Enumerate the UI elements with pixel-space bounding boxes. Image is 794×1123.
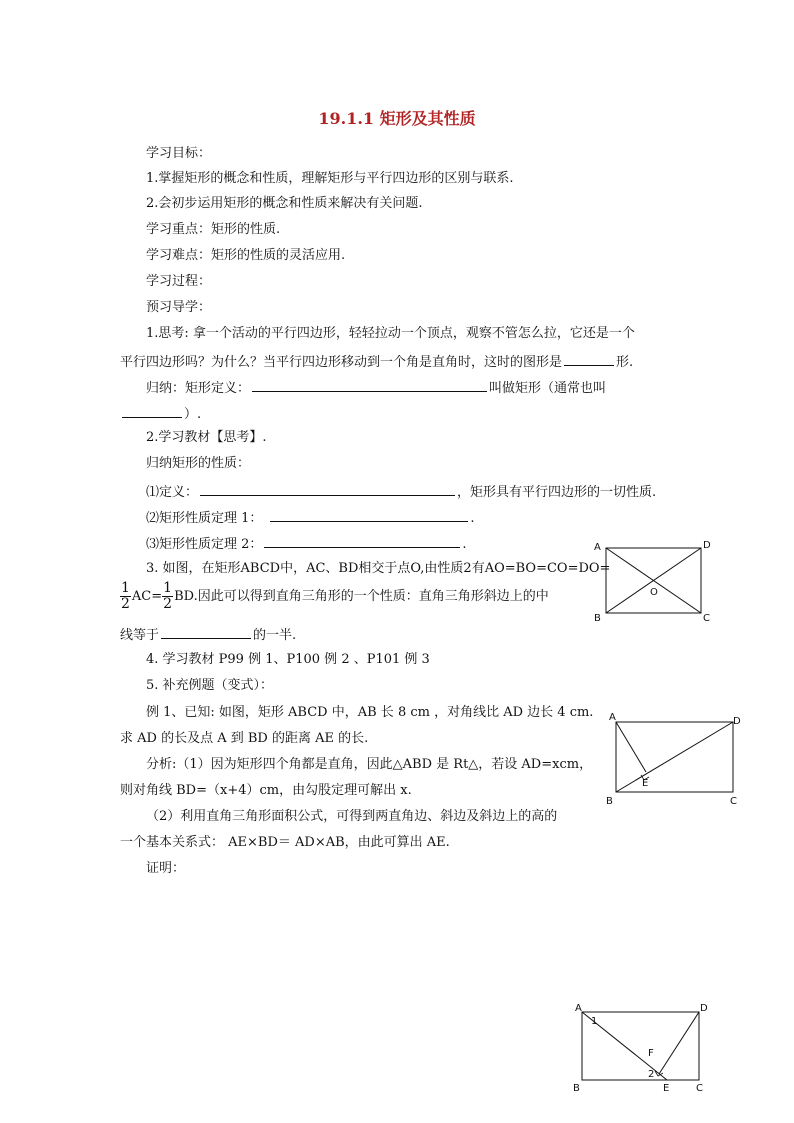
question-1b-suffix: 形.	[616, 355, 634, 370]
property-2-suffix: .	[470, 511, 475, 526]
angle-1-label: 1	[591, 1016, 598, 1027]
label-c-2: C	[730, 796, 737, 807]
fraction-half	[120, 581, 131, 612]
goal-2: 2.会初步运用矩形的概念和性质来解决有关问题.	[146, 196, 423, 211]
property-1-label: ⑴定义：	[146, 485, 199, 500]
page-title: 19.1.1 矩形及其性质	[318, 109, 476, 128]
question-1b	[120, 351, 633, 372]
analysis-3: （2）利用直角三角形面积公式，可得到两直角边、斜边及斜边上的高的	[146, 809, 558, 824]
question-1a: 1.思考: 拿一个活动的平行四边形，轻轻拉动一个顶点，观察不管怎么拉，它还是一个	[146, 326, 635, 341]
label-f-3: F	[648, 1048, 654, 1059]
question-3a: 3. 如图，在矩形ABCD中，AC、BD相交于点O,由性质2有AO=BO=CO=DO=	[146, 561, 611, 576]
summary-suffix: 叫做矩形（通常也叫	[489, 381, 607, 396]
question-2: 2.学习教材【思考】.	[146, 430, 267, 445]
proof-heading: 证明：	[146, 861, 186, 876]
analysis-4: 一个基本关系式： AE×BD＝ AD×AB，由此可算出 AE.	[120, 835, 450, 850]
label-d: D	[703, 540, 711, 551]
diagonal-bd-2	[616, 722, 733, 792]
rect-abcd-3	[582, 1012, 699, 1080]
analysis-2: 则对角线 BD=（x+4）cm，由勾股定理可解出 x.	[120, 783, 412, 798]
angle-2-label: 2	[648, 1069, 655, 1080]
figure-rectangle-diagonals	[590, 536, 720, 628]
label-d-2: D	[733, 716, 741, 727]
property-3-suffix: .	[462, 537, 467, 552]
property-2-label: ⑵矩形性质定理 1：	[146, 511, 263, 526]
blank-median	[161, 624, 251, 639]
blank-definition	[252, 377, 487, 392]
blank-property-3	[264, 533, 460, 548]
segment-df	[659, 1012, 699, 1074]
property-1	[146, 481, 656, 502]
question-5: 5. 补充例题（变式）：	[146, 678, 274, 693]
blank-property-2	[270, 507, 468, 522]
label-e-3: E	[663, 1083, 670, 1094]
process-heading: 学习过程：	[146, 274, 212, 289]
blank-property-1	[200, 481, 455, 496]
segment-ae	[616, 722, 646, 772]
question-3c-label: 线等于	[120, 628, 160, 643]
label-a-3: A	[575, 1003, 582, 1014]
figure-rectangle-altitude	[600, 708, 750, 808]
blank-alias	[122, 403, 182, 418]
question-3b-text: BD.因此可以得到直角三角形的一个性质：直角三角形斜边上的中	[174, 589, 549, 604]
figure-rectangle-segments	[570, 1000, 710, 1098]
fraction-den-2: 2	[163, 596, 173, 612]
label-b-2: B	[606, 796, 613, 807]
fraction-half-2	[162, 581, 173, 612]
property-2	[146, 507, 475, 528]
properties-heading: 归纳矩形的性质：	[146, 456, 251, 471]
label-c: C	[703, 613, 710, 624]
example-1b: 求 AD 的长及点 A 到 BD 的距离 AE 的长.	[120, 731, 369, 746]
summary-alias	[120, 403, 201, 424]
difficulty: 学习难点：矩形的性质的灵活应用.	[146, 248, 346, 263]
label-b-3: B	[573, 1083, 580, 1094]
label-c-3: C	[696, 1083, 703, 1094]
fraction-den: 2	[121, 596, 130, 612]
property-1-suffix: ，矩形具有平行四边形的一切性质.	[457, 485, 657, 500]
key-point: 学习重点：矩形的性质.	[146, 222, 281, 237]
goal-1: 1.掌握矩形的概念和性质，理解矩形与平行四边形的区别与联系.	[146, 171, 514, 186]
summary-alias-suffix: ）.	[184, 407, 202, 422]
question-3c	[120, 624, 296, 645]
fraction-num-2: 1	[163, 580, 173, 596]
label-d-3: D	[700, 1003, 708, 1014]
preview-heading: 预习导学：	[146, 300, 212, 315]
property-3-label: ⑶矩形性质定理 2：	[146, 537, 263, 552]
question-3b	[120, 580, 549, 614]
label-o: O	[650, 587, 658, 598]
example-1a: 例 1、已知: 如图，矩形 ABCD 中，AB 长 8 cm ，对角线比 AD 边长 4 cm.	[146, 705, 594, 720]
label-a: A	[594, 542, 601, 553]
property-3	[146, 533, 467, 554]
fraction-num: 1	[121, 580, 130, 596]
question-4: 4. 学习教材 P99 例 1、P100 例 2 、P101 例 3	[146, 652, 430, 667]
summary-label: 归纳：矩形定义：	[146, 381, 251, 396]
question-3b-mid: AC=	[131, 589, 163, 604]
question-1b-text: 平行四边形吗？为什么？当平行四边形移动到一个角是直角时，这时的图形是	[120, 355, 563, 370]
question-3c-suffix: 的一半.	[253, 628, 297, 643]
label-e-2: E	[642, 778, 649, 789]
goals-heading: 学习目标：	[146, 146, 212, 161]
analysis-1: 分析:（1）因为矩形四个角都是直角，因此△ABD 是 Rt△，若设 AD=xcm，	[146, 757, 593, 772]
label-b: B	[594, 613, 601, 624]
blank-shape	[564, 351, 614, 366]
summary-definition	[146, 377, 606, 398]
label-a-2: A	[609, 712, 616, 723]
